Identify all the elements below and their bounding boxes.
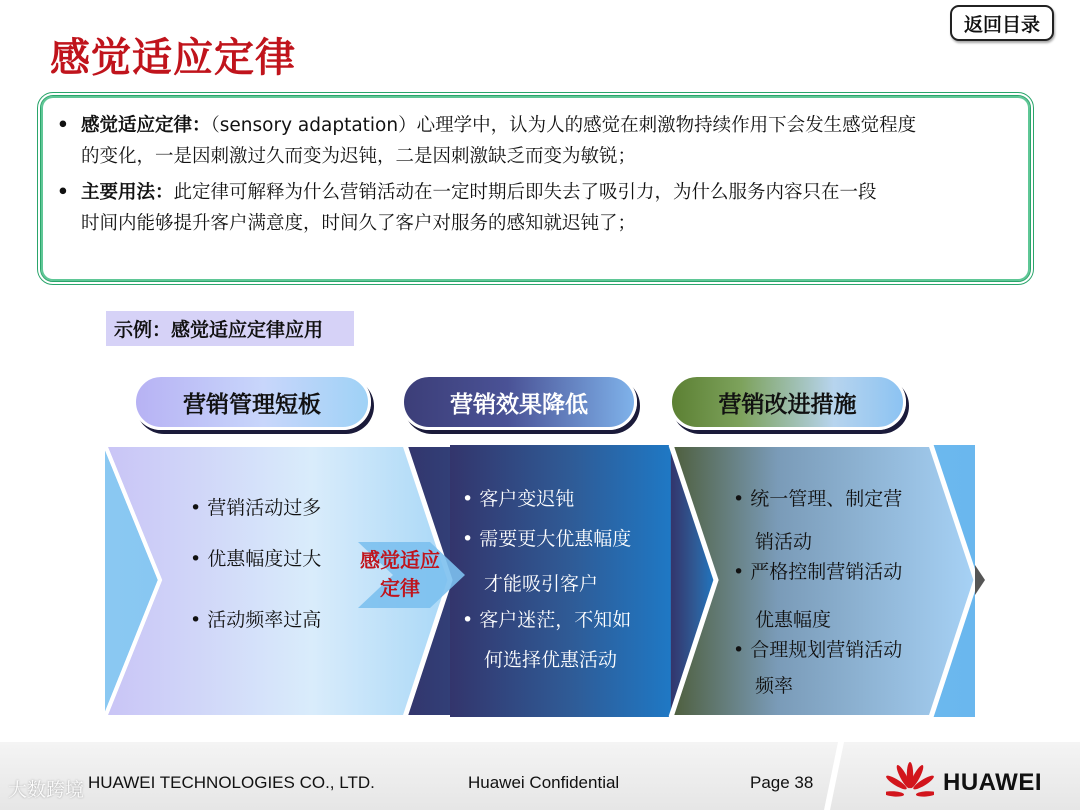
list-item: • 客户迷茫，不知如 (462, 609, 632, 631)
list-item-continuation: 才能吸引客户 (484, 573, 599, 595)
list-item-continuation: 优惠幅度 (755, 609, 832, 631)
list-item-continuation: 销活动 (755, 531, 813, 553)
list-item: • 统一管理、制定营 (733, 488, 903, 510)
list-item: • 客户变迟钝 (462, 488, 575, 510)
bullet-icon: • (57, 115, 69, 136)
list-item: • 合理规划营销活动 (733, 639, 903, 661)
definition-item (57, 110, 1002, 172)
list-item: • 需要更大优惠幅度 (462, 528, 632, 550)
huawei-logo-icon (886, 761, 934, 803)
footer-page-number: Page 38 (750, 773, 814, 792)
back-to-contents-button[interactable]: 返回目录 (950, 5, 1054, 41)
footer-divider (820, 742, 860, 810)
list-item: • 严格控制营销活动 (733, 561, 903, 583)
list-item: • 活动频率过高 (190, 609, 322, 631)
definition-box (37, 92, 1034, 285)
huawei-logo-text: HUAWEI (943, 769, 1042, 796)
stage-title-effect: 营销效果降低 (401, 374, 637, 430)
usage-text: 时间内能够提升客户满意度，时间久了客户对服务的感知就迟钝了； (81, 213, 637, 234)
definition-text: 的变化，一是因刺激过久而变为迟钝，二是因刺激缺乏而变为敏锐； (81, 146, 637, 167)
usage-label: 主要用法： (81, 182, 174, 203)
definition-label: 感觉适应定律： (81, 115, 211, 136)
footer-confidential: Huawei Confidential (468, 773, 620, 792)
usage-text: 此定律可解释为什么营销活动在一定时期后即失去了吸引力，为什么服务内容只在一段 (173, 182, 877, 203)
watermark: 大数跨境 (8, 779, 85, 801)
footer-company: HUAWEI TECHNOLOGIES CO., LTD. (88, 773, 375, 792)
example-tag: 示例：感觉适应定律应用 (106, 311, 354, 346)
list-item-continuation: 频率 (755, 675, 794, 697)
usage-item (57, 177, 1002, 239)
bullet-icon: • (57, 182, 69, 203)
definition-text: （sensory adaptation）心理学中，认为人的感觉在刺激物持续作用下会发生感觉程度 (210, 115, 917, 136)
list-item: • 营销活动过多 (190, 497, 322, 519)
center-label (352, 546, 448, 602)
stage-title-shortcoming: 营销管理短板 (133, 374, 371, 430)
list-item: • 优惠幅度过大 (190, 548, 322, 570)
page-title: 感觉适应定律 (50, 35, 296, 81)
list-item-continuation: 何选择优惠活动 (484, 649, 618, 671)
stage-title-improvement: 营销改进措施 (669, 374, 906, 430)
center-label-line: 定律 (380, 576, 420, 600)
center-label-line: 感觉适应 (360, 548, 440, 572)
